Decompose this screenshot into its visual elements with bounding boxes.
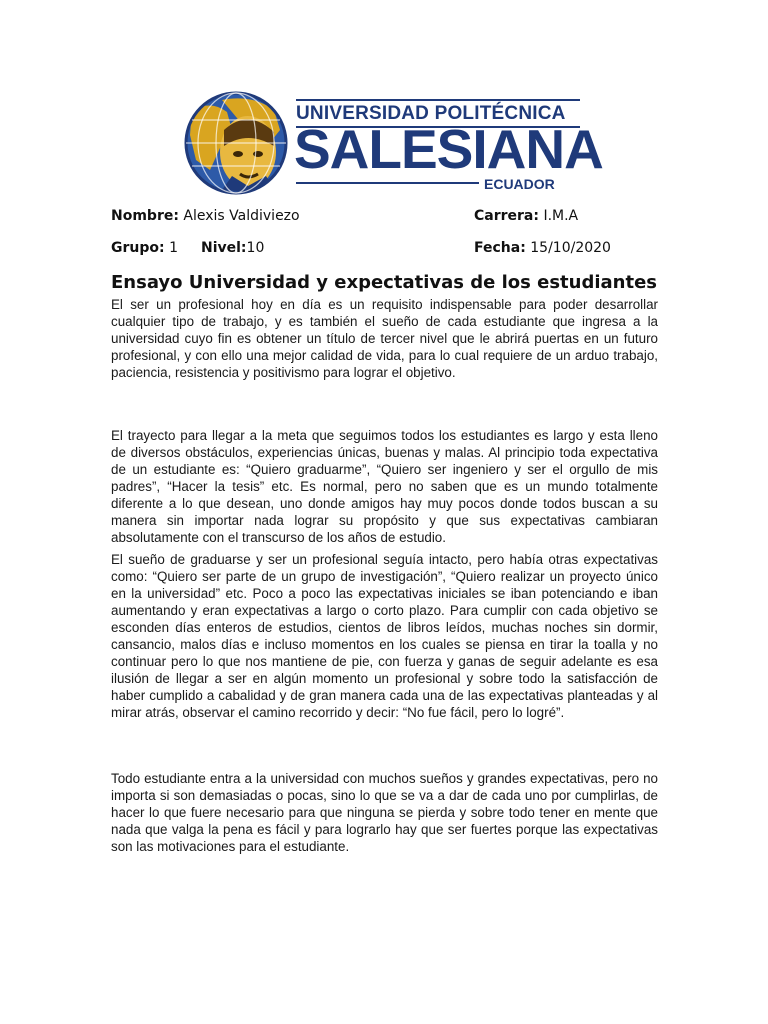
logo-rule — [296, 182, 479, 184]
essay-title: Ensayo Universidad y expectativas de los estudiantes — [111, 272, 657, 293]
paragraph-1: El ser un profesional hoy en día es un requisito indispensable para poder desarrollar cualquier tipo de trabajo, y es también el sueño de cada estudiante que ingresa a la universidad cuyo fin es obtener un título de tercer nivel que le abrirá puertas en un futuro profesional, y con ello una mejor calidad de vida, para lo cual requiere de un arduo trabajo, paciencia, resistencia y positivismo para lograr el objetivo. — [111, 297, 658, 380]
nombre-field — [111, 208, 300, 224]
logo-line-3: ECUADOR — [484, 176, 555, 192]
carrera-label: Carrera: — [474, 208, 539, 224]
paragraph-3: El sueño de graduarse y ser un profesional seguía intacto, pero había otras expectativas como: “Quiero ser parte de un grupo de investigación”, “Quiero realizar un proyecto único en la universidad” etc. Poco a poco las expectativas iniciales se iban potenciando e iban aumentando y eran expectativas a largo o corto plazo. Para cumplir con cada objetivo se esconden días enteros de estudios, cientos de libros leídos, muchas noches sin dormir, cansancio, malos días e incluso momentos en los cuales se piensa en tirar la toalla y no continuar pero lo que nos mantiene de pie, con fuerza y ganas de seguir adelante es esa ilusión de llegar a ser en algún momento un profesional y sobre todo la satisfacción de haber cumplido a cabalidad y de gran manera cada una de las expectativas planteadas y al mirar atrás, observar el camino recorrido y decir: “No fue fácil, pero lo logré”. — [111, 552, 658, 720]
logo-line-2: SALESIANA — [294, 118, 603, 180]
nombre-value: Alexis Valdiviezo — [183, 208, 300, 224]
carrera-value: I.M.A — [543, 208, 579, 224]
nombre-label: Nombre: — [111, 208, 179, 224]
grupo-field — [111, 240, 178, 256]
nivel-label: Nivel: — [201, 240, 247, 256]
logo-line-1: UNIVERSIDAD POLITÉCNICA — [296, 103, 566, 124]
fecha-label: Fecha: — [474, 240, 526, 256]
fecha-value: 15/10/2020 — [530, 240, 611, 256]
grupo-label: Grupo: — [111, 240, 165, 256]
university-logo — [182, 88, 603, 196]
nivel-field — [201, 240, 264, 256]
logo-rule — [296, 99, 580, 101]
paragraph-4: Todo estudiante entra a la universidad con muchos sueños y grandes expectativas, pero no importa si son demasiadas o pocas, sino lo que se va a dar de cada uno por cumplirlas, de hacer lo que fuere necesario para que ninguna se pierda y sobre todo tener en mente que nada que valga la pena es fácil y para lograrlo hay que ser fuertes porque las expectativas son las motivaciones para el estudiante. — [111, 771, 658, 854]
logo-wordmark — [294, 88, 603, 196]
carrera-field — [474, 208, 578, 224]
grupo-value: 1 — [169, 240, 178, 256]
fecha-field — [474, 240, 611, 256]
globe-portrait-icon — [182, 90, 294, 196]
paragraph-2: El trayecto para llegar a la meta que seguimos todos los estudiantes es largo y esta lleno de diversos obstáculos, experiencias únicas, buenas y malas. Al principio toda expectativa de un estudiante es: “Quiero graduarme”, “Quiero ser ingeniero y ser el orgullo de mis padres”, “Hacer la tesis” etc. Es normal, pero no saben que es un mundo totalmente diferente a lo que desean, uno donde amigos hay muy pocos donde todos buscan a su manera sin importar nada lograr su propósito y que sus expectativas cambiaran absolutamente con el transcurso de los años de estudio. — [111, 428, 658, 545]
nivel-value: 10 — [246, 240, 265, 256]
